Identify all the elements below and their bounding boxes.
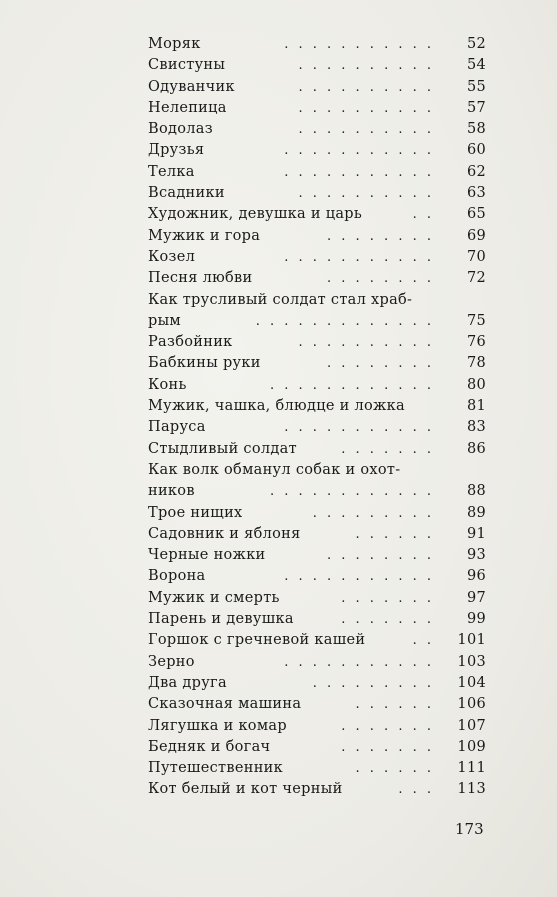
toc-entry-page: 107 [457,717,486,734]
toc-entry-page: 106 [457,696,486,713]
toc-entry-title: Садовник и яблоня [148,525,301,542]
toc-entry-title: Одуванчик [148,78,235,95]
toc-entry-title: Паруса [148,419,206,436]
toc-leader-dots: . . . . . . . [341,718,434,734]
toc-entry-page: 72 [466,270,486,287]
toc-entry-title: Сказочная машина [148,696,302,713]
toc-leader-dots: . . . . . . . . [327,271,434,287]
toc-entry-page: 62 [466,163,486,180]
toc-leader-dots: . . . . . . . [341,441,434,457]
toc-entry-title: Мужик и гора [148,227,261,244]
toc-leader-dots: . . . . . . . . . [312,675,434,691]
toc-entry [148,524,488,545]
toc-entry-title: Черные ножки [148,547,266,564]
toc-entry-page: 78 [466,355,486,372]
toc-entry [148,439,488,460]
toc-entry [148,247,488,268]
toc-entry-page: 113 [457,781,486,798]
toc-entry-title: Телка [148,163,195,180]
toc-entry [148,34,488,55]
toc-entry-page: 97 [466,589,486,606]
toc-entry-title: Водолаз [148,121,213,138]
toc-entry [148,737,488,758]
toc-entry-page: 99 [466,611,486,628]
toc-entry [148,77,488,98]
toc-leader-dots: . . . . . . . . . . . . [269,484,434,500]
toc-entry-page: 104 [457,674,486,691]
toc-entry [148,140,488,161]
toc-entry-page: 57 [466,99,486,116]
toc-leader-dots: . . . . . . [355,526,434,542]
toc-entry [148,779,488,800]
toc-entry [148,353,488,374]
toc-entry [148,758,488,779]
toc-leader-dots: . . . . . . . . . . [298,100,434,116]
toc-entry-page: 54 [466,57,486,74]
toc-leader-dots: . . . . . . . [341,739,434,755]
toc-entry [148,226,488,247]
toc-entry [148,630,488,651]
toc-entry [148,716,488,737]
toc-leader-dots: . . . . . . . . . . . [284,249,434,265]
toc-entry-title: рым [148,312,182,329]
toc-leader-dots: . . . . . . . . . . [298,122,434,138]
toc-leader-dots: . . . . . . . . [327,548,434,564]
toc-leader-dots: . . . . . . . . . . [298,79,434,95]
toc-entry [148,396,488,417]
toc-leader-dots: . . . . . . . . . . . [284,164,434,180]
toc-entry-title: Всадники [148,185,225,202]
toc-entry-title: Друзья [148,142,205,159]
toc-entry-title: Кот белый и кот черный [148,781,343,798]
page-number: 173 [455,820,484,838]
toc-entry-title: Зерно [148,653,195,670]
toc-leader-dots: . . . . . . . [341,590,434,606]
toc-leader-dots: . . . . . . . . . . [298,186,434,202]
toc-entry-page: 101 [457,632,486,649]
toc-entry-page: 111 [457,760,486,777]
toc-leader-dots: . . . . . . . . [327,228,434,244]
toc-entry-title: Песня любви [148,270,253,287]
toc-entry-title: Конь [148,376,187,393]
toc-entry-page: 96 [466,568,486,585]
toc-entry-title: Ворона [148,568,206,585]
toc-entry [148,55,488,76]
toc-entry-page: 86 [466,440,486,457]
toc-entry-title: Стыдливый солдат [148,440,297,457]
toc-entry [148,545,488,566]
toc-entry-title: Козел [148,248,196,265]
toc-entry [148,417,488,438]
toc-leader-dots: . . . . . . . . . . . [284,569,434,585]
toc-entry-page: 70 [466,248,486,265]
toc-entry-title: Моряк [148,36,201,52]
toc-leader-dots: . . . . . . . . . . . [284,37,434,52]
toc-entry-title: Трое нищих [148,504,243,521]
toc-entry-page: 91 [466,525,486,542]
toc-entry-title: Бедняк и богач [148,738,271,755]
toc-entry-title: Мужик и смерть [148,589,280,606]
toc-leader-dots: . . [412,207,434,223]
toc-entry [148,673,488,694]
toc-entry-page: 103 [457,653,486,670]
toc-entry-title: ников [148,483,195,500]
toc-entry-title: Как волк обманул собак и охот- [148,461,401,478]
toc-leader-dots: . . . . . . . . . . . [284,143,434,159]
toc-entry [148,290,488,311]
toc-entry-page: 76 [466,334,486,351]
toc-entry [148,375,488,396]
toc-entry-page: 81 [466,398,486,415]
toc-entry [148,311,488,332]
toc-entry-page: 75 [466,312,486,329]
toc-entry [148,119,488,140]
toc-leader-dots: . . [412,633,434,649]
toc-entry-title: Мужик, чашка, блюдце и ложка [148,398,405,415]
toc-entry [148,98,488,119]
toc-entry-page: 52 [466,36,486,52]
toc-entry-page: 58 [466,121,486,138]
toc-entry-page: 69 [466,227,486,244]
toc-entry-title: Путешественник [148,760,283,777]
toc-entry-page: 88 [466,483,486,500]
toc-entry-page: 93 [466,547,486,564]
toc-leader-dots: . . . . . . . . . . . [284,420,434,436]
toc-leader-dots: . . . . . . . . . . . [284,654,434,670]
toc-leader-dots: . . . . . . . . . . . . . [255,313,434,329]
toc-entry [148,268,488,289]
toc-leader-dots: . . . . . . . [341,612,434,628]
toc-entry-title: Лягушка и комар [148,717,287,734]
toc-leader-dots: . . . [398,782,434,798]
toc-leader-dots: . . . . . . . . . . . . [269,377,434,393]
toc-entry [148,694,488,715]
toc-entry [148,204,488,225]
toc-leader-dots: . . . . . . . . . [312,505,434,521]
toc-entry-title: Разбойник [148,334,233,351]
toc-entry [148,183,488,204]
toc-entry-page: 83 [466,419,486,436]
toc-entry [148,566,488,587]
toc-entry-title: Как трусливый солдат стал храб- [148,291,413,308]
toc-leader-dots: . . . . . . . . . . [298,58,434,74]
toc-entry-title: Бабкины руки [148,355,261,372]
toc-entry [148,503,488,524]
toc-entry [148,609,488,630]
toc-entry-title: Парень и девушка [148,611,294,628]
toc-entry-title: Два друга [148,674,227,691]
toc-entry [148,332,488,353]
toc-entry-title: Свистуны [148,57,226,74]
toc-entry [148,481,488,502]
toc-leader-dots: . . . . . . . . [327,356,434,372]
toc-entry [148,460,488,481]
toc-entry-page: 89 [466,504,486,521]
toc-entry-page: 63 [466,185,486,202]
toc-leader-dots: . . . . . . [355,697,434,713]
toc-entry [148,162,488,183]
toc-entry-title: Нелепица [148,99,227,116]
toc-leader-dots: . . . . . . . . . . [298,335,434,351]
toc-entry-title: Художник, девушка и царь [148,206,363,223]
toc-entry-title: Горшок с гречневой кашей [148,632,366,649]
toc-entry-page: 55 [466,78,486,95]
toc-entry [148,588,488,609]
toc-entry-page: 80 [466,376,486,393]
toc-leader-dots: . . . . . . [355,761,434,777]
toc-entry-page: 65 [466,206,486,223]
toc-entry [148,652,488,673]
toc-entry-page: 60 [466,142,486,159]
toc-entry-page: 109 [457,738,486,755]
table-of-contents [148,34,488,801]
